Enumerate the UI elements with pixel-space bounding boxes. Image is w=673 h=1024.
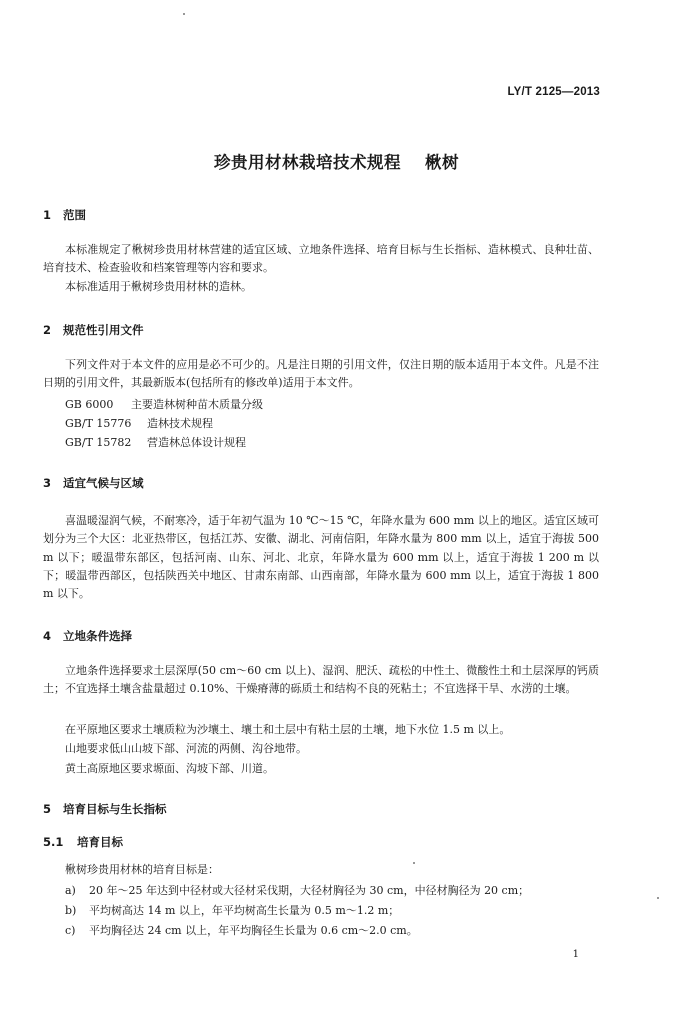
reference-name: 主要造林树种苗木质量分级 — [131, 398, 263, 411]
section-number: 2 — [43, 323, 52, 337]
section-title: 适宜气候与区域 — [63, 476, 144, 490]
section-1-paragraph-2: 本标准适用于楸树珍贵用材林的造林。 — [65, 280, 252, 293]
title-species: 楸树 — [425, 153, 459, 172]
section-1-paragraph-1: 本标准规定了楸树珍贵用材林营建的适宜区域、立地条件选择、培育目标与生长指标、造林模式、良种壮苗、培育技术、检查验收和档案管理等内容和要求。 — [43, 243, 599, 275]
reference-item — [65, 434, 246, 450]
scan-speck — [413, 862, 415, 864]
list-text: 平均胸径达 24 cm 以上，年平均胸径生长量为 0.6 cm～2.0 cm。 — [89, 924, 418, 937]
section-number: 1 — [43, 208, 52, 222]
section-3-heading — [43, 475, 144, 491]
subsection-number: 5.1 — [43, 835, 64, 849]
section-number: 4 — [43, 629, 52, 643]
reference-code: GB 6000 — [65, 398, 114, 411]
list-item — [65, 882, 529, 898]
list-item — [65, 902, 399, 918]
section-4-paragraph-4: 黄土高原地区要求塬面、沟坡下部、川道。 — [65, 762, 274, 775]
subsection-5-1-intro: 楸树珍贵用材林的培育目标是： — [65, 863, 219, 876]
standard-code: LY/T 2125—2013 — [507, 86, 600, 98]
reference-item — [65, 415, 213, 431]
section-1-heading — [43, 207, 86, 223]
reference-name: 营造林总体设计规程 — [147, 436, 246, 449]
section-4-paragraph-1: 立地条件选择要求土层深厚(50 cm～60 cm 以上)、湿润、肥沃、疏松的中性土、微酸性土和土层深厚的钙质土；不宜选择土壤含盐量超过 0.10%、干燥瘠薄的砾质土和结构不良的死粘土；不宜选择干旱、水涝的土壤。 — [43, 664, 599, 696]
list-marker: c) — [65, 924, 76, 937]
title-main: 珍贵用材林栽培技术规程 — [214, 153, 401, 172]
section-number: 5 — [43, 802, 52, 816]
scan-speck — [657, 897, 659, 899]
list-text: 平均树高达 14 m 以上，年平均树高生长量为 0.5 m～1.2 m； — [89, 904, 400, 917]
subsection-5-1-heading — [43, 834, 123, 850]
reference-name: 造林技术规程 — [147, 417, 213, 430]
document-title — [0, 149, 673, 173]
section-5-heading — [43, 801, 167, 817]
reference-code: GB/T 15782 — [65, 436, 132, 449]
section-title: 培育目标与生长指标 — [63, 802, 167, 816]
section-4-heading — [43, 628, 132, 644]
section-title: 范围 — [63, 208, 86, 222]
scan-speck — [183, 13, 185, 15]
reference-item — [65, 396, 263, 412]
section-title: 规范性引用文件 — [63, 323, 144, 337]
section-2-heading — [43, 322, 144, 338]
list-marker: b) — [65, 904, 77, 917]
section-4-paragraph-3: 山地要求低山山坡下部、河流的两侧、沟谷地带。 — [65, 742, 307, 755]
reference-code: GB/T 15776 — [65, 417, 132, 430]
list-text: 20 年～25 年达到中径材或大径材采伐期，大径材胸径为 30 cm，中径材胸径为 20 cm； — [89, 884, 530, 897]
section-title: 立地条件选择 — [63, 629, 132, 643]
section-4-paragraph-2: 在平原地区要求土壤质粒为沙壤土、壤土和土层中有粘土层的土壤，地下水位 1.5 m 以上。 — [65, 723, 511, 736]
subsection-title: 培育目标 — [77, 835, 123, 849]
section-2-paragraph-1: 下列文件对于本文件的应用是必不可少的。凡是注日期的引用文件，仅注日期的版本适用于本文件。凡是不注日期的引用文件，其最新版本(包括所有的修改单)适用于本文件。 — [43, 358, 599, 390]
section-number: 3 — [43, 476, 52, 490]
list-item — [65, 922, 418, 938]
section-3-paragraph-1: 喜温暖湿润气候，不耐寒冷，适于年初气温为 10 ℃～15 ℃，年降水量为 600 mm 以上的地区。适宜区域可划分为三个大区：北亚热带区，包括江苏、安徽、湖北、河南信阳，年降水量为 800 mm 以上，适宜于海拔 500 m 以下；暖温带东部区，包括河南、山东、河北、北京，年降水量为 600 mm 以上，适宜于海拔 1 200 m 以下；暖温带西部区，包括陕西关中地区、甘肃东南部、山西南部，年降水量为 600 mm 以上，适宜于海拔 1 800 m 以下。 — [43, 514, 599, 601]
page-number: 1 — [572, 949, 579, 960]
list-marker: a) — [65, 884, 76, 897]
